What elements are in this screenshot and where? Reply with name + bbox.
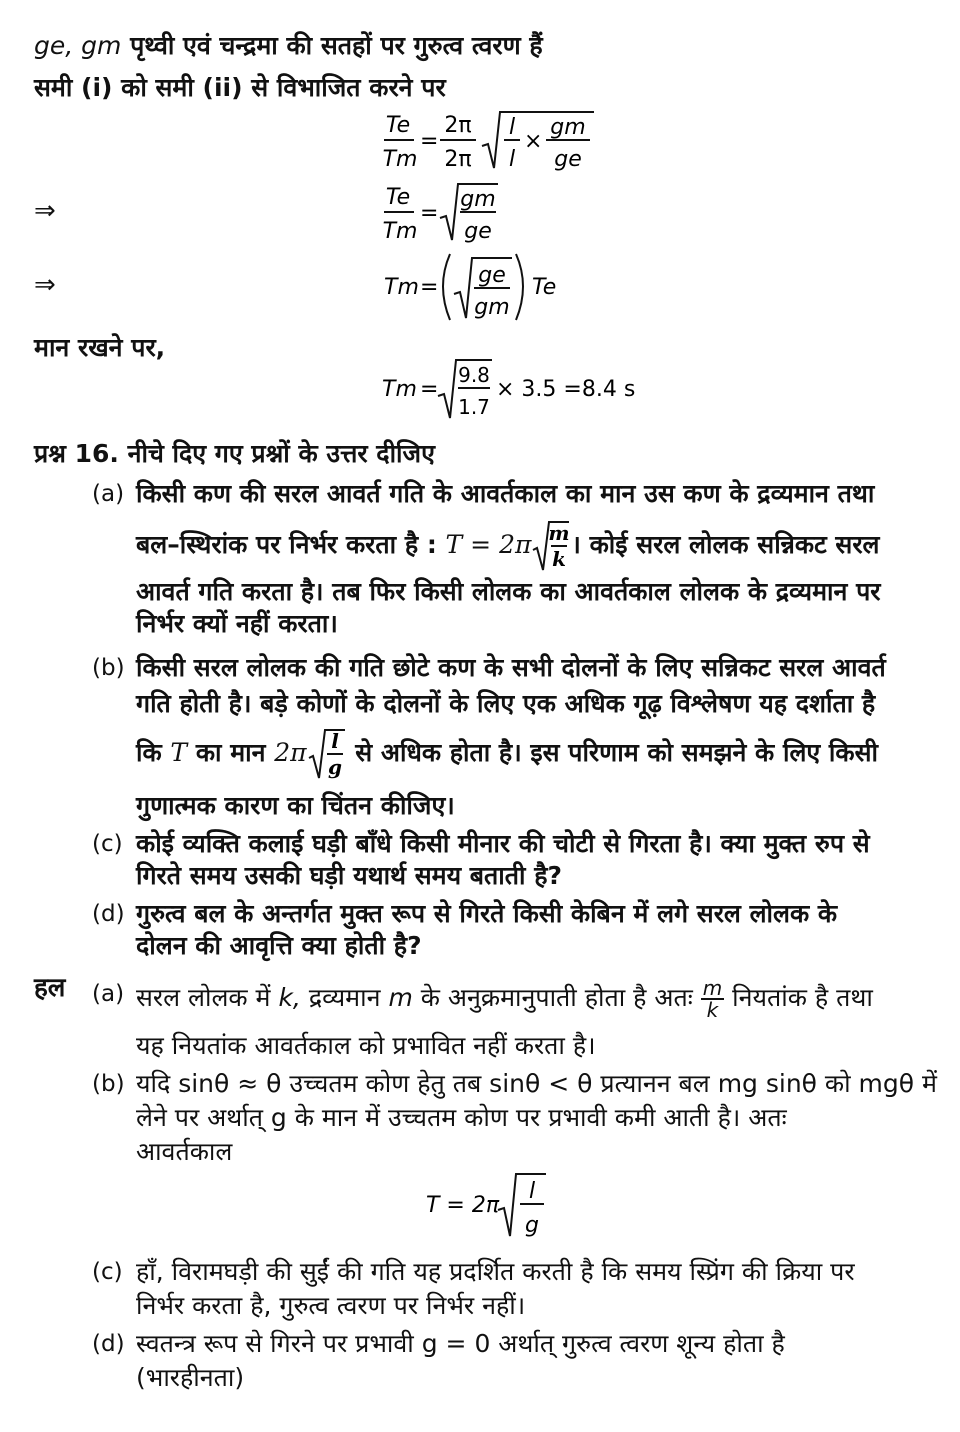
eq2-rad-den: ge	[464, 219, 492, 244]
solution-a-line-2: यह नियतांक आवर्तकाल को प्रभावित नहीं करता है।	[136, 1031, 596, 1060]
solution-c-line-2: निर्भर करता है, गुरुत्व त्वरण पर निर्भर नहीं।	[136, 1291, 526, 1320]
question-b-line-3-post: से अधिक होता है। इस परिणाम को समझने के लिए किसी	[355, 738, 878, 767]
solution-a-k: k,	[278, 983, 301, 1012]
svg-text:=: =	[420, 275, 439, 300]
eq1-times: ×	[524, 129, 543, 154]
solution-b-line-2: लेने पर अर्थात् g के मान में उच्चतम कोण पर प्रभावी कमी आती है। अतः	[136, 1103, 787, 1132]
question-b-formula-radical	[307, 728, 347, 780]
solution-a-mid: द्रव्यमान	[308, 983, 381, 1012]
question-a-formula-num: m	[548, 521, 570, 545]
eq3-rad-den: gm	[474, 295, 510, 320]
question-a-line-4: निर्भर क्यों नहीं करता।	[136, 609, 338, 638]
eq3-rhs: Te	[532, 275, 557, 300]
question-a-formula-den: k	[552, 547, 567, 571]
question-b-line-3-pre: कि	[136, 738, 162, 767]
solution-b-formula-lhs: T = 2π	[426, 1193, 500, 1218]
eq1-lhs-num: Te	[385, 113, 411, 138]
solution-heading: हल	[34, 973, 66, 1003]
question-b-formula-lhs: 2π	[274, 738, 307, 767]
eq2-rad-num: gm	[460, 187, 496, 212]
question-part-b-label: (b)	[92, 655, 125, 681]
solution-b-formula-den: g	[525, 1213, 539, 1238]
eq3-right-paren	[516, 254, 523, 320]
question-a-line-3: आवर्त गति करता है। तब फिर किसी लोलक का आवर्तकाल लोलक के द्रव्यमान पर	[136, 577, 881, 606]
svg-text:=: =	[420, 129, 439, 154]
intro-line-1-text: पृथ्वी एवं चन्द्रमा की सतहों पर गुरुत्व त्वरण हैं	[130, 31, 543, 60]
solution-a-line-1	[136, 978, 873, 1020]
eq1-lhs-den: Tm	[382, 147, 418, 172]
eq1-rad-den: l	[508, 147, 516, 172]
question-part-d-label: (d)	[92, 901, 125, 927]
question-c-line-1: कोई व्यक्ति कलाई घड़ी बाँधे किसी मीनार की चोटी से गिरता है। क्या मुक्त रुप से	[136, 829, 870, 858]
solution-d-line-2: (भारहीनता)	[136, 1363, 245, 1392]
solution-d-line-1: स्वतन्त्र रूप से गिरने पर प्रभावी g = 0 अर्थात् गुरुत्व त्वरण शून्य होता है	[136, 1329, 785, 1358]
equation-period-ratio	[380, 108, 600, 178]
solution-b-formula-num: l	[528, 1179, 536, 1204]
eq1-g-den: ge	[554, 147, 582, 172]
question-part-c-label: (c)	[92, 831, 123, 857]
question-b-period-symbol: T	[170, 738, 188, 767]
question-b-line-2: गति होती है। बड़े कोणों के दोलनों के लिए एक अधिक गूढ़ विश्लेषण यह दर्शाता है	[136, 689, 876, 718]
question-b-formula-den: g	[327, 755, 342, 779]
substitute-label: मान रखने पर,	[34, 333, 166, 362]
question-b-line-3-mid: का मान	[195, 738, 266, 767]
implies-arrow-1: ⇒	[34, 196, 56, 226]
solution-part-d-label: (d)	[92, 1331, 125, 1357]
solution-a-m: m	[388, 983, 413, 1012]
solution-a-end: नियतांक है तथा	[732, 983, 873, 1012]
intro-line-2: समी (i) को समी (ii) से विभाजित करने पर	[34, 73, 446, 102]
solution-b-line-3: आवर्तकाल	[136, 1137, 233, 1166]
question-d-line-1: गुरुत्व बल के अन्तर्गत मुक्त रूप से गिरते किसी केबिन में लगे सरल लोलक के	[136, 899, 838, 928]
intro-line-1	[34, 30, 543, 62]
question-a-line-2	[136, 520, 880, 572]
question-b-line-3	[136, 728, 878, 780]
svg-text:=: =	[420, 201, 439, 226]
eq1-rad-num: l	[508, 115, 516, 140]
solution-part-c-label: (c)	[92, 1259, 123, 1285]
eq2-lhs-den: Tm	[382, 219, 418, 244]
solution-c-line-1: हाँ, विरामघड़ी की सुईं की गति यह प्रदर्शित करती है कि समय स्प्रिंग की क्रिया पर	[136, 1257, 855, 1286]
gravity-symbols: ge, gm	[34, 31, 122, 60]
eq1-g-num: gm	[550, 115, 586, 140]
question-a-line-1: किसी कण की सरल आवर्त गति के आवर्तकाल का मान उस कण के द्रव्यमान तथा	[136, 479, 875, 508]
eq4-rad-den: 1.7	[458, 395, 490, 419]
question-part-a-label: (a)	[92, 481, 125, 507]
solution-a-frac-den: k	[706, 998, 719, 1022]
solution-a-post: के अनुक्रमानुपाती होता है अतः	[420, 983, 693, 1012]
question-b-line-1: किसी सरल लोलक की गति छोटे कण के सभी दोलनों के लिए सन्निकट सरल आवर्त	[136, 653, 886, 682]
solution-part-b-label: (b)	[92, 1071, 125, 1097]
eq1-const-den: 2π	[444, 147, 472, 172]
equation-moon-period	[380, 248, 560, 330]
eq1-const-num: 2π	[444, 113, 472, 138]
eq2-lhs-num: Te	[385, 185, 411, 210]
question-c-line-2: गिरते समय उसकी घड़ी यथार्थ समय बताती है?	[136, 861, 562, 890]
solution-a-fraction	[701, 978, 724, 1020]
question-b-line-4: गुणात्मक कारण का चिंतन कीजिए।	[136, 791, 455, 820]
implies-arrow-2: ⇒	[34, 270, 56, 300]
eq3-left-paren	[443, 254, 450, 320]
eq3-lhs: Tm	[384, 275, 419, 300]
solution-b-line-1: यदि sinθ ≈ θ उच्चतम कोण हेतु तब sinθ < θ प्रत्यानन बल mg sinθ को mgθ में	[136, 1069, 937, 1098]
svg-text:=: =	[420, 377, 439, 402]
solution-part-a-label: (a)	[92, 981, 125, 1007]
question-heading: प्रश्न 16. नीचे दिए गए प्रश्नों के उत्तर दीजिए	[34, 439, 435, 468]
equation-moon-value	[380, 356, 640, 426]
solution-a-pre: सरल लोलक में	[136, 983, 271, 1012]
question-a-formula-radical	[531, 520, 571, 572]
question-a-line-2-pre: बल–स्थिरांक पर निर्भर करता है :	[136, 530, 437, 559]
solution-a-frac-num: m	[702, 976, 723, 1000]
solution-b-formula	[424, 1170, 564, 1246]
equation-sqrt-ratio	[380, 180, 510, 250]
question-b-formula-num: l	[330, 729, 339, 753]
eq4-tail: × 3.5 =8.4 s	[496, 377, 636, 402]
question-a-line-2-post: । कोई सरल लोलक सन्निकट सरल	[571, 530, 880, 559]
question-a-formula-lhs: T = 2π	[445, 530, 532, 559]
eq3-rad-num: ge	[478, 263, 506, 288]
eq4-rad-num: 9.8	[458, 363, 490, 387]
question-d-line-2: दोलन की आवृत्ति क्या होती है?	[136, 931, 422, 960]
eq4-lhs: Tm	[382, 377, 417, 402]
